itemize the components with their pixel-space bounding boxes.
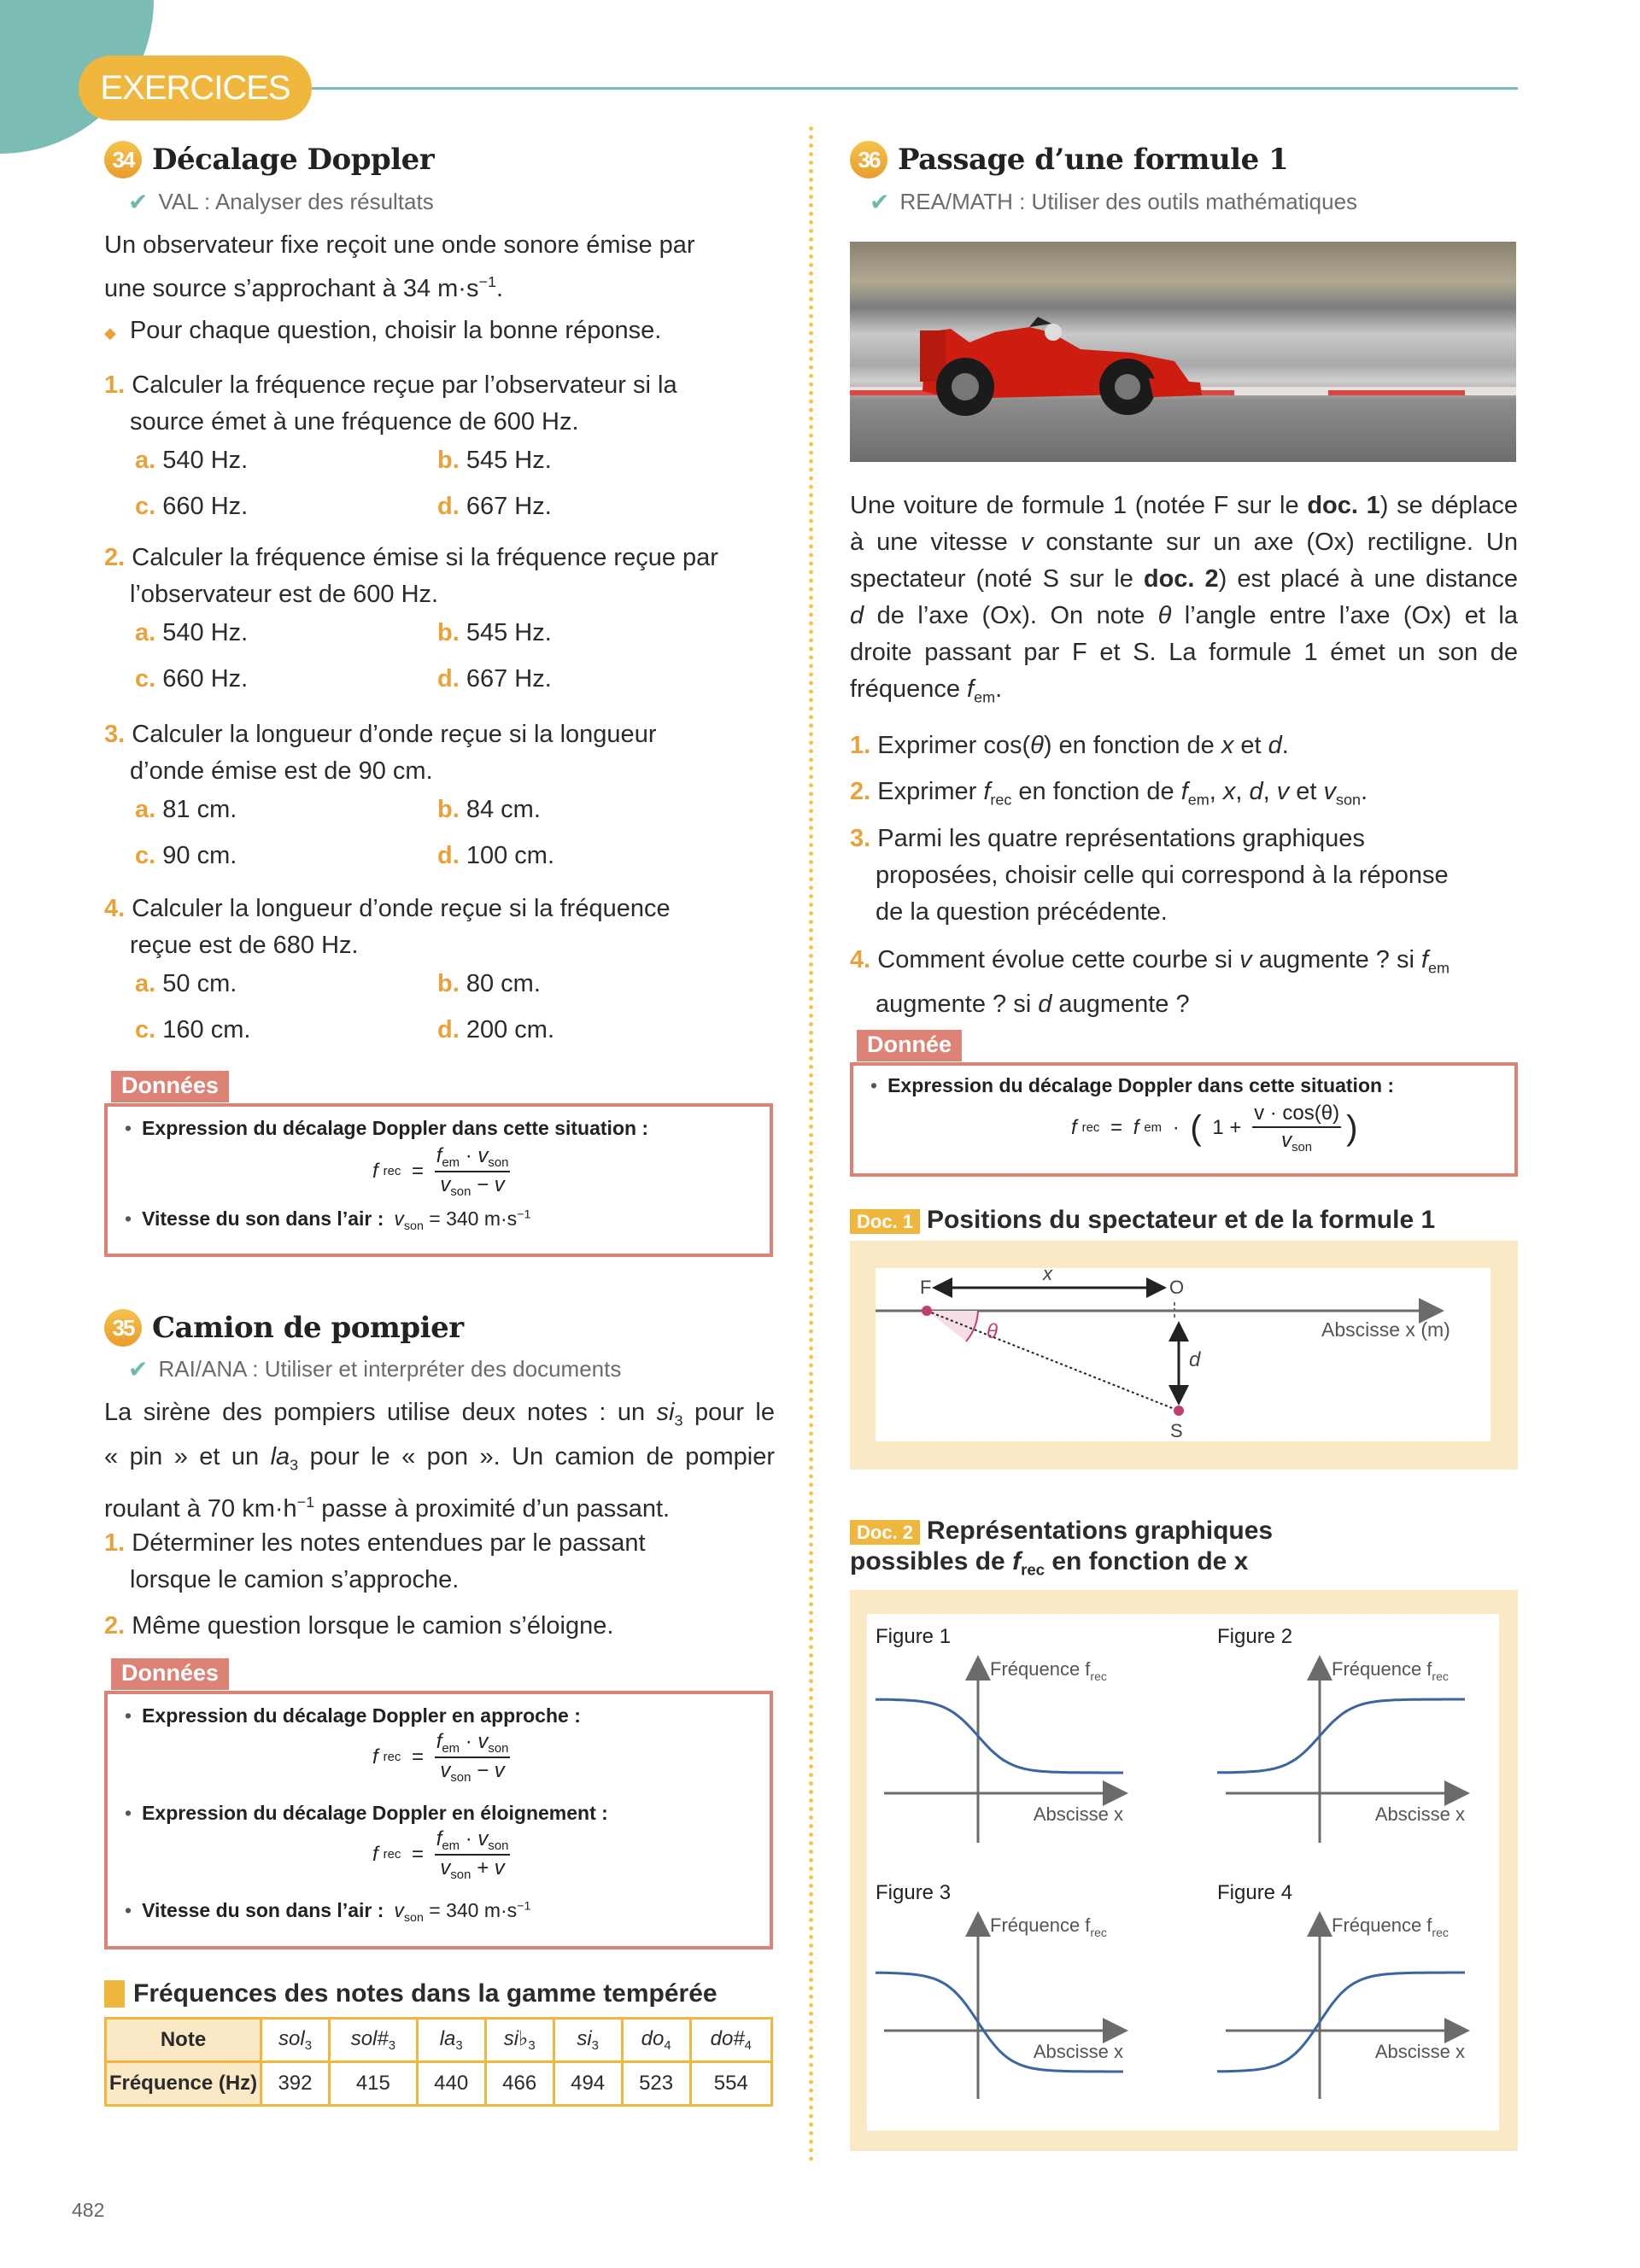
figure-2 [1217,1625,1465,1843]
header-rule [312,87,1518,90]
table-cell-note: $la_3$ [417,2019,485,2062]
ex34-q1-option[interactable]: c. 660 Hz. [135,493,249,520]
ex36-skill [870,188,1357,216]
table-cell-frequency: 415 [329,2062,417,2106]
ex35-donnees-item3: • Vitesse du son dans l’air : $v_{son} = 340$ $m\cdot s^{-1}$ [125,1899,531,1925]
label-theta: θ [987,1320,999,1343]
table-cell-frequency: 466 [485,2062,554,2106]
ex36-donnee-box [850,1062,1518,1177]
ex34-q3-option[interactable]: c. 90 cm. [135,842,237,869]
ex34-q4-option[interactable]: b. 80 cm. [437,970,541,997]
ex34-donnees-box [104,1103,773,1257]
ex35-skill [128,1355,621,1383]
ex34-question-1: 1. Calculer la fréquence reçue par l’observateur si la source émet à une fréquence de 600 Hz. a. 540 Hz. b. 545 Hz. c. 660 Hz. d. 667 Hz. [104,367,775,441]
doc1-tag: Doc. 1 [850,1209,920,1234]
ex34-intro [104,227,775,307]
table-row-notes [106,2019,772,2062]
ex35-donnees-box [104,1691,773,1949]
ex34-question-2: 2. Calculer la fréquence émise si la fréquence reçue par l’observateur est de 600 Hz. a. 540 Hz. b. 545 Hz. c. 660 Hz. d. 667 Hz. [104,540,775,613]
figure-1 [876,1625,1123,1843]
ex36-question-3: 3. Parmi les quatre représentations graphiques proposées, choisir celle qui correspond à la réponse de la question précédente. [850,825,1449,926]
label-O: O [1169,1277,1185,1298]
ex35-donnees-tag: Données [111,1658,229,1690]
doc2-figures-area [867,1614,1499,2131]
doc2-heading: Doc. 2 Représentations graphiques possibles de $f_{rec}$ en fonction de x [850,1517,1274,1579]
ex34-number-badge: 34 [104,141,142,178]
table-cell-note: $sol\#_3$ [329,2019,417,2062]
ex34-skill [128,188,434,216]
doc1-title: Positions du spectateur et de la formule 1 [927,1206,1436,1234]
formula1-car-photo [850,242,1516,462]
y-axis-label: Fréquence $f_{rec}$ [990,1914,1107,1939]
ex36-heading [850,141,1288,178]
ex36-skill-text: REA/MATH : Utiliser des outils mathématiques [899,189,1358,214]
doc1-heading [850,1206,1435,1235]
x-axis-label: Abscisse x [1374,1803,1465,1825]
table-header-frequency: Fréquence (Hz) [106,2062,261,2106]
label-S: S [1170,1420,1183,1441]
ex35-donnees-item1: • Expression du décalage Doppler en approche : [125,1704,581,1727]
y-axis-label: Fréquence $f_{rec}$ [1332,1658,1449,1683]
ex34-q2-option[interactable]: d. 667 Hz. [437,665,552,693]
figure-label: Figure 3 [876,1881,952,1904]
ex36-question-4: 4. Comment évolue cette courbe si v augmente ? si $f_{em}$ augmente ? si d augmente ? [850,946,1450,1019]
ex36-question-1: 1. Exprimer cos(θ) en fonction de x et d. [850,732,1289,759]
f1-car-illustration [850,242,1516,462]
ex34-q2-option[interactable]: a. 540 Hz. [135,619,249,646]
ex35-donnees-item2: • Expression du décalage Doppler en éloignement : [125,1802,608,1824]
ex34-q1-option[interactable]: d. 667 Hz. [437,493,552,520]
table-cell-note: $si♭_3$ [485,2019,554,2062]
ex34-doppler-formula: f rec = $\frac{f_{em} \cdot v_{son}}{v_{son} - v}$ [372,1144,509,1200]
diamond-bullet-icon: ◆ [104,324,116,342]
ex34-q2-option[interactable]: c. 660 Hz. [135,665,249,693]
notes-frequency-table [104,2017,773,2107]
ex34-q4-option[interactable]: a. 50 cm. [135,970,237,997]
ex34-title: Décalage Doppler [152,143,435,177]
ex36-question-2: 2. Exprimer $f_{rec}$ en fonction de $f_{em}$, x, d, v et $v_{son}$. [850,778,1368,809]
ex34-instruction: ◆ Pour chaque question, choisir la bonne réponse. [104,317,662,344]
table-row-frequencies [106,2062,772,2106]
figure-label: Figure 4 [1217,1881,1293,1904]
doc1-frame [850,1241,1518,1470]
ex34-donnees-tag: Données [111,1071,229,1102]
ex35-heading [104,1309,464,1347]
ex36-donnee-item1: • Expression du décalage Doppler dans cette situation : [870,1074,1395,1096]
x-axis-label: Abscisse x [1033,1803,1123,1825]
point-S [1174,1406,1184,1416]
ex35-number-badge: 35 [104,1309,142,1347]
ex35-formula-approach: f rec = $\frac{f_{em} \cdot v_{son}}{v_{son} - v}$ [372,1730,509,1786]
y-axis-label: Fréquence $f_{rec}$ [990,1658,1107,1683]
ex35-question-1: 1. Déterminer les notes entendues par le passant lorsque le camion s’approche. [104,1529,646,1593]
ex35-question-2: 2. Même question lorsque le camion s’éloigne. [104,1612,614,1640]
table-cell-note: $do\#_4$ [690,2019,771,2062]
ex34-donnees-item2: • Vitesse du son dans l’air : $v_{son} = 340$ $m\cdot s^{-1}$ [125,1207,531,1233]
doc1-diagram [876,1268,1491,1441]
ex34-skill-text: VAL : Analyser des résultats [158,189,434,214]
column-divider [809,126,813,2163]
frequency-curve [1217,1699,1465,1773]
ex34-q3-option[interactable]: b. 84 cm. [437,796,541,823]
table-cell-note: sol$_3$ [261,2019,330,2062]
page-number: 482 [72,2199,105,2221]
point-F [922,1306,932,1316]
label-axis: Abscisse x (m) [1321,1318,1450,1341]
table-cell-frequency: 440 [417,2062,485,2106]
ex34-q4-option[interactable]: d. 200 cm. [437,1016,555,1043]
section-label: EXERCICES [79,56,312,120]
figure-label: Figure 2 [1217,1625,1293,1648]
ex34-intro-line1: Un observateur fixe reçoit une onde sonore émise par [104,231,695,259]
ex34-q1-option[interactable]: b. 545 Hz. [437,447,552,474]
ex35-formula-away: f rec = $\frac{f_{em} \cdot v_{son}}{v_{son} + v}$ [372,1827,509,1883]
y-axis-label: Fréquence $f_{rec}$ [1332,1914,1449,1939]
frequency-curve [876,1699,1123,1773]
doc2-tag: Doc. 2 [850,1520,920,1545]
ex36-title: Passage d’une formule 1 [898,143,1289,177]
ex34-q3-option[interactable]: a. 81 cm. [135,796,237,823]
label-x: x [1043,1268,1052,1284]
doc1-diagram-area [876,1268,1491,1441]
label-F: F [920,1277,932,1298]
ex34-q1-option[interactable]: a. 540 Hz. [135,447,249,474]
check-icon: ✔ [128,189,149,215]
ex35-skill-text: RAI/ANA : Utiliser et interpréter des documents [158,1356,622,1382]
table-cell-frequency: 554 [690,2062,771,2106]
ex34-q3-option[interactable]: d. 100 cm. [437,842,555,869]
ex34-q4-option[interactable]: c. 160 cm. [135,1016,251,1043]
table-cell-note: $do_4$ [622,2019,690,2062]
table-cell-frequency: 494 [554,2062,622,2106]
x-axis-label: Abscisse x [1033,2041,1123,2062]
ex34-donnees-item1: • Expression du décalage Doppler dans cette situation : [125,1117,649,1139]
table-marker [104,1980,125,2008]
x-axis-label: Abscisse x [1374,2041,1465,2062]
doc2-figures [867,1614,1499,2131]
figure-label: Figure 1 [876,1625,952,1648]
doc2-frame [850,1590,1518,2151]
check-icon: ✔ [870,189,890,215]
label-d: d [1189,1348,1201,1371]
figure-4 [1217,1881,1465,2099]
ex34-question-4: 4. Calculer la longueur d’onde reçue si la fréquence reçue est de 680 Hz. a. 50 cm. b. 80 cm. c. 160 cm. d. 200 cm. [104,891,775,964]
table-header-note: Note [106,2019,261,2062]
table-cell-frequency: 523 [622,2062,690,2106]
ex36-donnee-tag: Donnée [857,1030,962,1061]
table-cell-frequency: 392 [261,2062,330,2106]
notes-table-title: Fréquences des notes dans la gamme tempérée [104,1979,718,2008]
check-icon: ✔ [128,1356,149,1382]
ex35-intro: La sirène des pompiers utilise deux notes : un $si_3$ pour le « pin » et un $la_3$ pour le « pon ». Un camion de pompier roulant à 70 $km\cdot h^{-1}$ passe à proximité d’un passant. [104,1399,775,1523]
ex36-doppler-formula: f rec = f em · ( 1 + $\frac{v \cdot \cos(\theta)}{v_{son}}$ ) [1071,1102,1358,1155]
table-cell-note: $si_3$ [554,2019,622,2062]
ex34-question-3: 3. Calculer la longueur d’onde reçue si la longueur d’onde émise est de 90 cm. a. 81 cm. b. 84 cm. c. 90 cm. d. 100 cm. [104,716,775,790]
figure-3 [876,1881,1123,2099]
ex34-heading [104,141,434,178]
ex34-intro-line2: une source s’approchant à 34 $m\cdot s^{-1}$. [104,273,504,302]
ex36-number-badge: 36 [850,141,887,178]
ex35-title: Camion de pompier [152,1311,464,1345]
ex36-intro: Une voiture de formule 1 (notée F sur le doc. 1) se déplace à une vitesse v constante sur un axe (Ox) rectiligne. Un spectateur (noté S sur le doc. 2) est placé à une distance d de l’axe (Ox). On note θ l’angle entre l’axe (Ox) et la droite passant par F et S. La formule 1 émet un son de fréquence $f_{em}$. [850,492,1519,706]
ex34-q2-option[interactable]: b. 545 Hz. [437,619,552,646]
